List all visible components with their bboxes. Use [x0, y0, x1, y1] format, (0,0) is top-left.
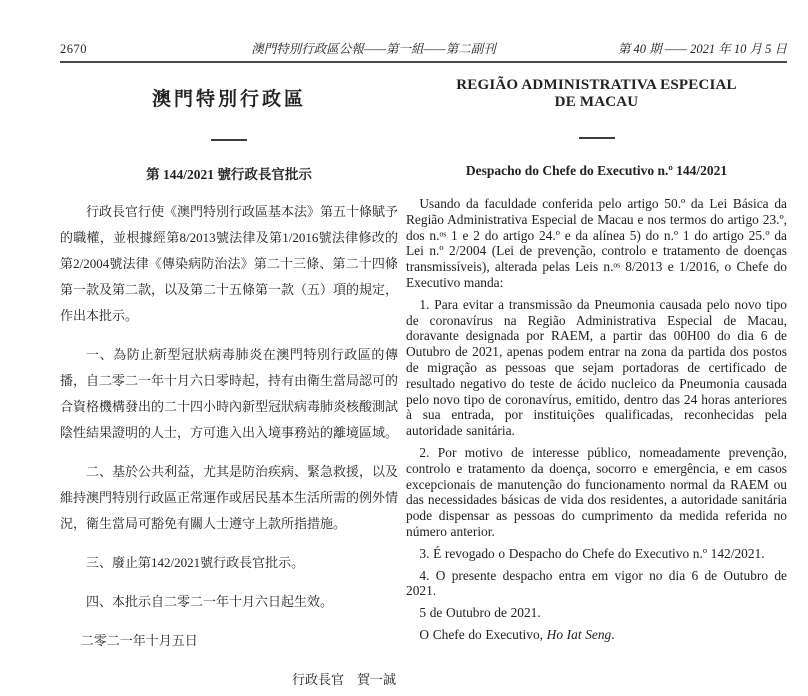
cn-paragraph: 三、廢止第142/2021號行政長官批示。 — [86, 555, 305, 570]
pt-signature-prefix: O Chefe do Executivo, — [419, 626, 547, 642]
section-divider — [211, 139, 247, 141]
cn-order-heading: 第 144/2021 號行政長官批示 — [146, 167, 312, 182]
gazette-title: 澳門特別行政區公報——第一組——第二副刊 — [251, 42, 496, 56]
two-column-body — [60, 63, 787, 693]
pt-paragraph: 2. Por motivo de interesse público, nomeadamente prevenção, controlo e tratamento da doença, socorro e emergência, e em casos excepcionais de manutenção do funcionamento normal da RAEM ou das necessidades básicas de vida dos residentes, a autoridade sanitária pode dispensar as pessoas do cumprimento da medida referida no número anterior. — [406, 444, 787, 539]
cn-paragraph: 二、基於公共利益，尤其是防治疾病、緊急救援，以及維持澳門特別行政區正常運作或居民基本生活所需的例外情況，衛生當局可豁免有關人士遵守上款所指措施。 — [60, 464, 399, 531]
pt-date-line: 5 de Outubro de 2021. — [419, 605, 541, 621]
cn-paragraph: 四、本批示自二零二一年十月六日起生效。 — [86, 594, 334, 609]
chinese-column — [60, 63, 398, 693]
pt-body — [406, 196, 787, 643]
pt-paragraph: 1. Para evitar a transmissão da Pneumonia causada pelo novo tipo de coronavírus na Região Administrativa Especial de Macau, doravante designada por RAEM, a partir das 00H00 do dia 6 de Outubro de 2021, apenas podem entrar na zona da partida dos postos de migração as pessoas que sejam portadoras de certificado de resultado negativo do teste de ácido nucleico da Pneumonia causada pelo novo tipo de coronavírus, emitido, dentro das 24 horas anteriores à sua entrada, por instituições qualificadas, reconhecidas pela autoridade sanitária. — [406, 296, 787, 439]
issue-date: 第 40 期 —— 2021 年 10 月 5 日 — [617, 42, 787, 56]
pt-signature-suffix: . — [611, 626, 615, 642]
running-header — [0, 0, 808, 61]
cn-body — [60, 199, 398, 693]
pt-signature-name: Ho Iat Seng — [546, 626, 612, 642]
cn-region-title: 澳門特別行政區 — [151, 89, 306, 110]
pt-paragraph: 4. O presente despacho entra em vigor no dia 6 de Outubro de 2021. — [406, 567, 787, 599]
pt-region-title-line1: REGIÃO ADMINISTRATIVA ESPECIAL — [456, 77, 737, 93]
pt-signature — [406, 627, 787, 643]
section-divider — [579, 137, 615, 139]
pt-region-title-line2: DE MACAU — [554, 94, 639, 110]
cn-signature: 行政長官 賀一誠 — [291, 672, 396, 687]
pt-order-heading: Despacho do Chefe do Executivo n.º 144/2021 — [465, 163, 728, 178]
pt-region-title — [406, 77, 787, 111]
pt-paragraph: 3. É revogado o Despacho do Chefe do Executivo n.º 142/2021. — [419, 545, 765, 561]
cn-paragraph: 行政長官行使《澳門特別行政區基本法》第五十條賦予的職權，並根據經第8/2013號法律及第1/2016號法律修改的第2/2004號法律《傳染病防治法》第二十三條、第二十四條第一款及第二款，以及第二十五條第一款（五）項的規定，作出本批示。 — [60, 204, 399, 323]
cn-date-line: 二零二一年十月五日 — [80, 633, 198, 648]
pt-paragraph: Usando da faculdade conferida pelo artigo 50.º da Lei Básica da Região Administrativa Especial de Macau e nos termos do artigo 23.º, dos n.ᵒˢ 1 e 2 do artigo 24.º e da alínea 5) do n.º 1 do artigo 25.º da Lei n.º 2/2004 (Lei de prevenção, controlo e tratamento de doenças transmissíveis), alterada pelas Leis n.ᵒˢ 8/2013 e 1/2016, o Chefe do Executivo manda: — [406, 196, 787, 290]
cn-paragraph: 一、為防止新型冠狀病毒肺炎在澳門特別行政區的傳播，自二零二一年十月六日零時起，持有由衛生當局認可的合資格機構發出的二十四小時內新型冠狀病毒肺炎核酸測試陰性結果證明的人士，方可進入出入境事務站的離境區域。 — [60, 347, 399, 440]
page-number: 2670 — [60, 42, 87, 56]
portuguese-column — [406, 63, 787, 693]
